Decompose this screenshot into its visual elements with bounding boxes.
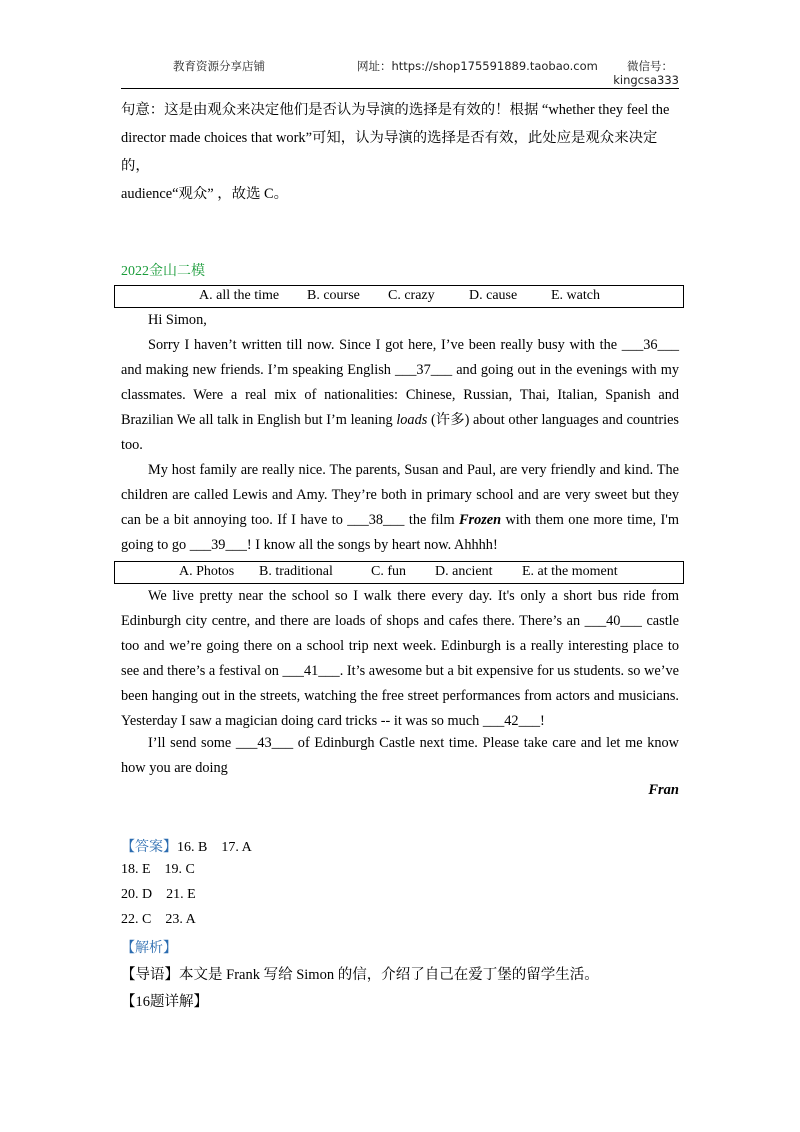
explanation-text: [121, 96, 681, 208]
letter-paragraph-4: I’ll send some ___43___ of Edinburgh Castle next time. Please take care and let me know how you are doing: [121, 735, 679, 776]
frozen-title: Frozen: [458, 512, 502, 528]
option-b: B. course: [307, 288, 360, 303]
paragraph-1-end: (许多) about other languages and countries too.: [121, 412, 679, 453]
options-box-2: [114, 561, 684, 584]
option-d: D. ancient: [435, 564, 493, 579]
letter-signature: Fran: [648, 782, 679, 798]
option-e: E. watch: [551, 288, 600, 303]
answers-row-2: 18. E 19. C: [121, 862, 195, 877]
paragraph-1-text: Sorry I haven’t written till now. Since I got here, I’ve been really busy with the ___36___ and making new friends. I’m speaking English ___37___ and going out in the evenings with my classmates. Were a real mix of nationalities: Chinese, Russian, Thai, Italian, Spanish and Brazilian We all talk in English but I’m leaning: [121, 337, 679, 428]
page-header: [121, 52, 679, 89]
detail-heading: 【16题详解】: [121, 994, 208, 1010]
analysis-label: 【解析】: [121, 941, 177, 956]
shop-name: 教育资源分享店铺: [173, 59, 265, 73]
letter-paragraph-1: [121, 333, 679, 458]
letter-paragraph-2: [121, 458, 679, 558]
option-a: A. Photos: [179, 564, 235, 579]
section-title: 2022金山二模: [121, 264, 205, 279]
option-c: C. fun: [371, 564, 406, 579]
wechat-id: kingcsa333: [613, 73, 679, 87]
options-box-1: [114, 285, 684, 308]
option-a: A. all the time: [199, 288, 280, 303]
answers-row-4: 22. C 23. A: [121, 912, 196, 927]
answers-row-3: 20. D 21. E: [121, 887, 196, 902]
guide-text: 【导语】本文是 Frank 写给 Simon 的信，介绍了自己在爱丁堡的留学生活。: [121, 967, 599, 983]
letter-greeting: Hi Simon,: [148, 312, 207, 328]
paragraph-2-text-b: with them one more time, I'm going to go ___39___! I know all the songs by heart now. Ahhhh!: [121, 512, 679, 553]
shop-url[interactable]: 网址：https://shop175591889.taobao.com: [357, 59, 598, 73]
option-e: E. at the moment: [522, 564, 618, 579]
answer-label: 【答案】: [121, 840, 177, 855]
answer-values-1: 16. B 17. A: [177, 840, 252, 855]
explanation-line-1: 句意：这是由观众来决定他们是否认为导演的选择是有效的！根据 “whether they feel the: [121, 102, 670, 118]
paragraph-2-text-a: My host family are really nice. The parents, Susan and Paul, are very friendly and kind. The children are called Lewis and Amy. They’re both in primary school and are very sweet but they can be a bit annoying too. If I have to ___38___ the film: [121, 462, 679, 528]
option-b: B. traditional: [259, 564, 333, 579]
letter-paragraph-3: We live pretty near the school so I walk there every day. It's only a short bus ride from Edinburgh city centre, and there are loads of shops and cafes there. There’s an ___40___ castle too and we’re going there on a school trip next week. Edinburgh is a really interesting place to see and there’s a festival on ___41___. It’s awesome but a bit expensive for us students. so we’ve been hanging out in the streets, watching the free street performances from actors and musicians. Yesterday I saw a magician doing card tricks -- it was so much ___42___!: [121, 588, 679, 729]
explanation-line-2: director made choices that work”可知，认为导演的选择是否有效，此处应是观众来决定的，: [121, 130, 658, 174]
explanation-line-3: audience“观众” ，故选 C。: [121, 186, 289, 202]
option-d: D. cause: [469, 288, 518, 303]
answers-row-1: [121, 836, 252, 856]
option-c: C. crazy: [388, 288, 435, 303]
wechat-label: 微信号：: [627, 59, 673, 73]
loads-word: loads: [396, 412, 428, 428]
